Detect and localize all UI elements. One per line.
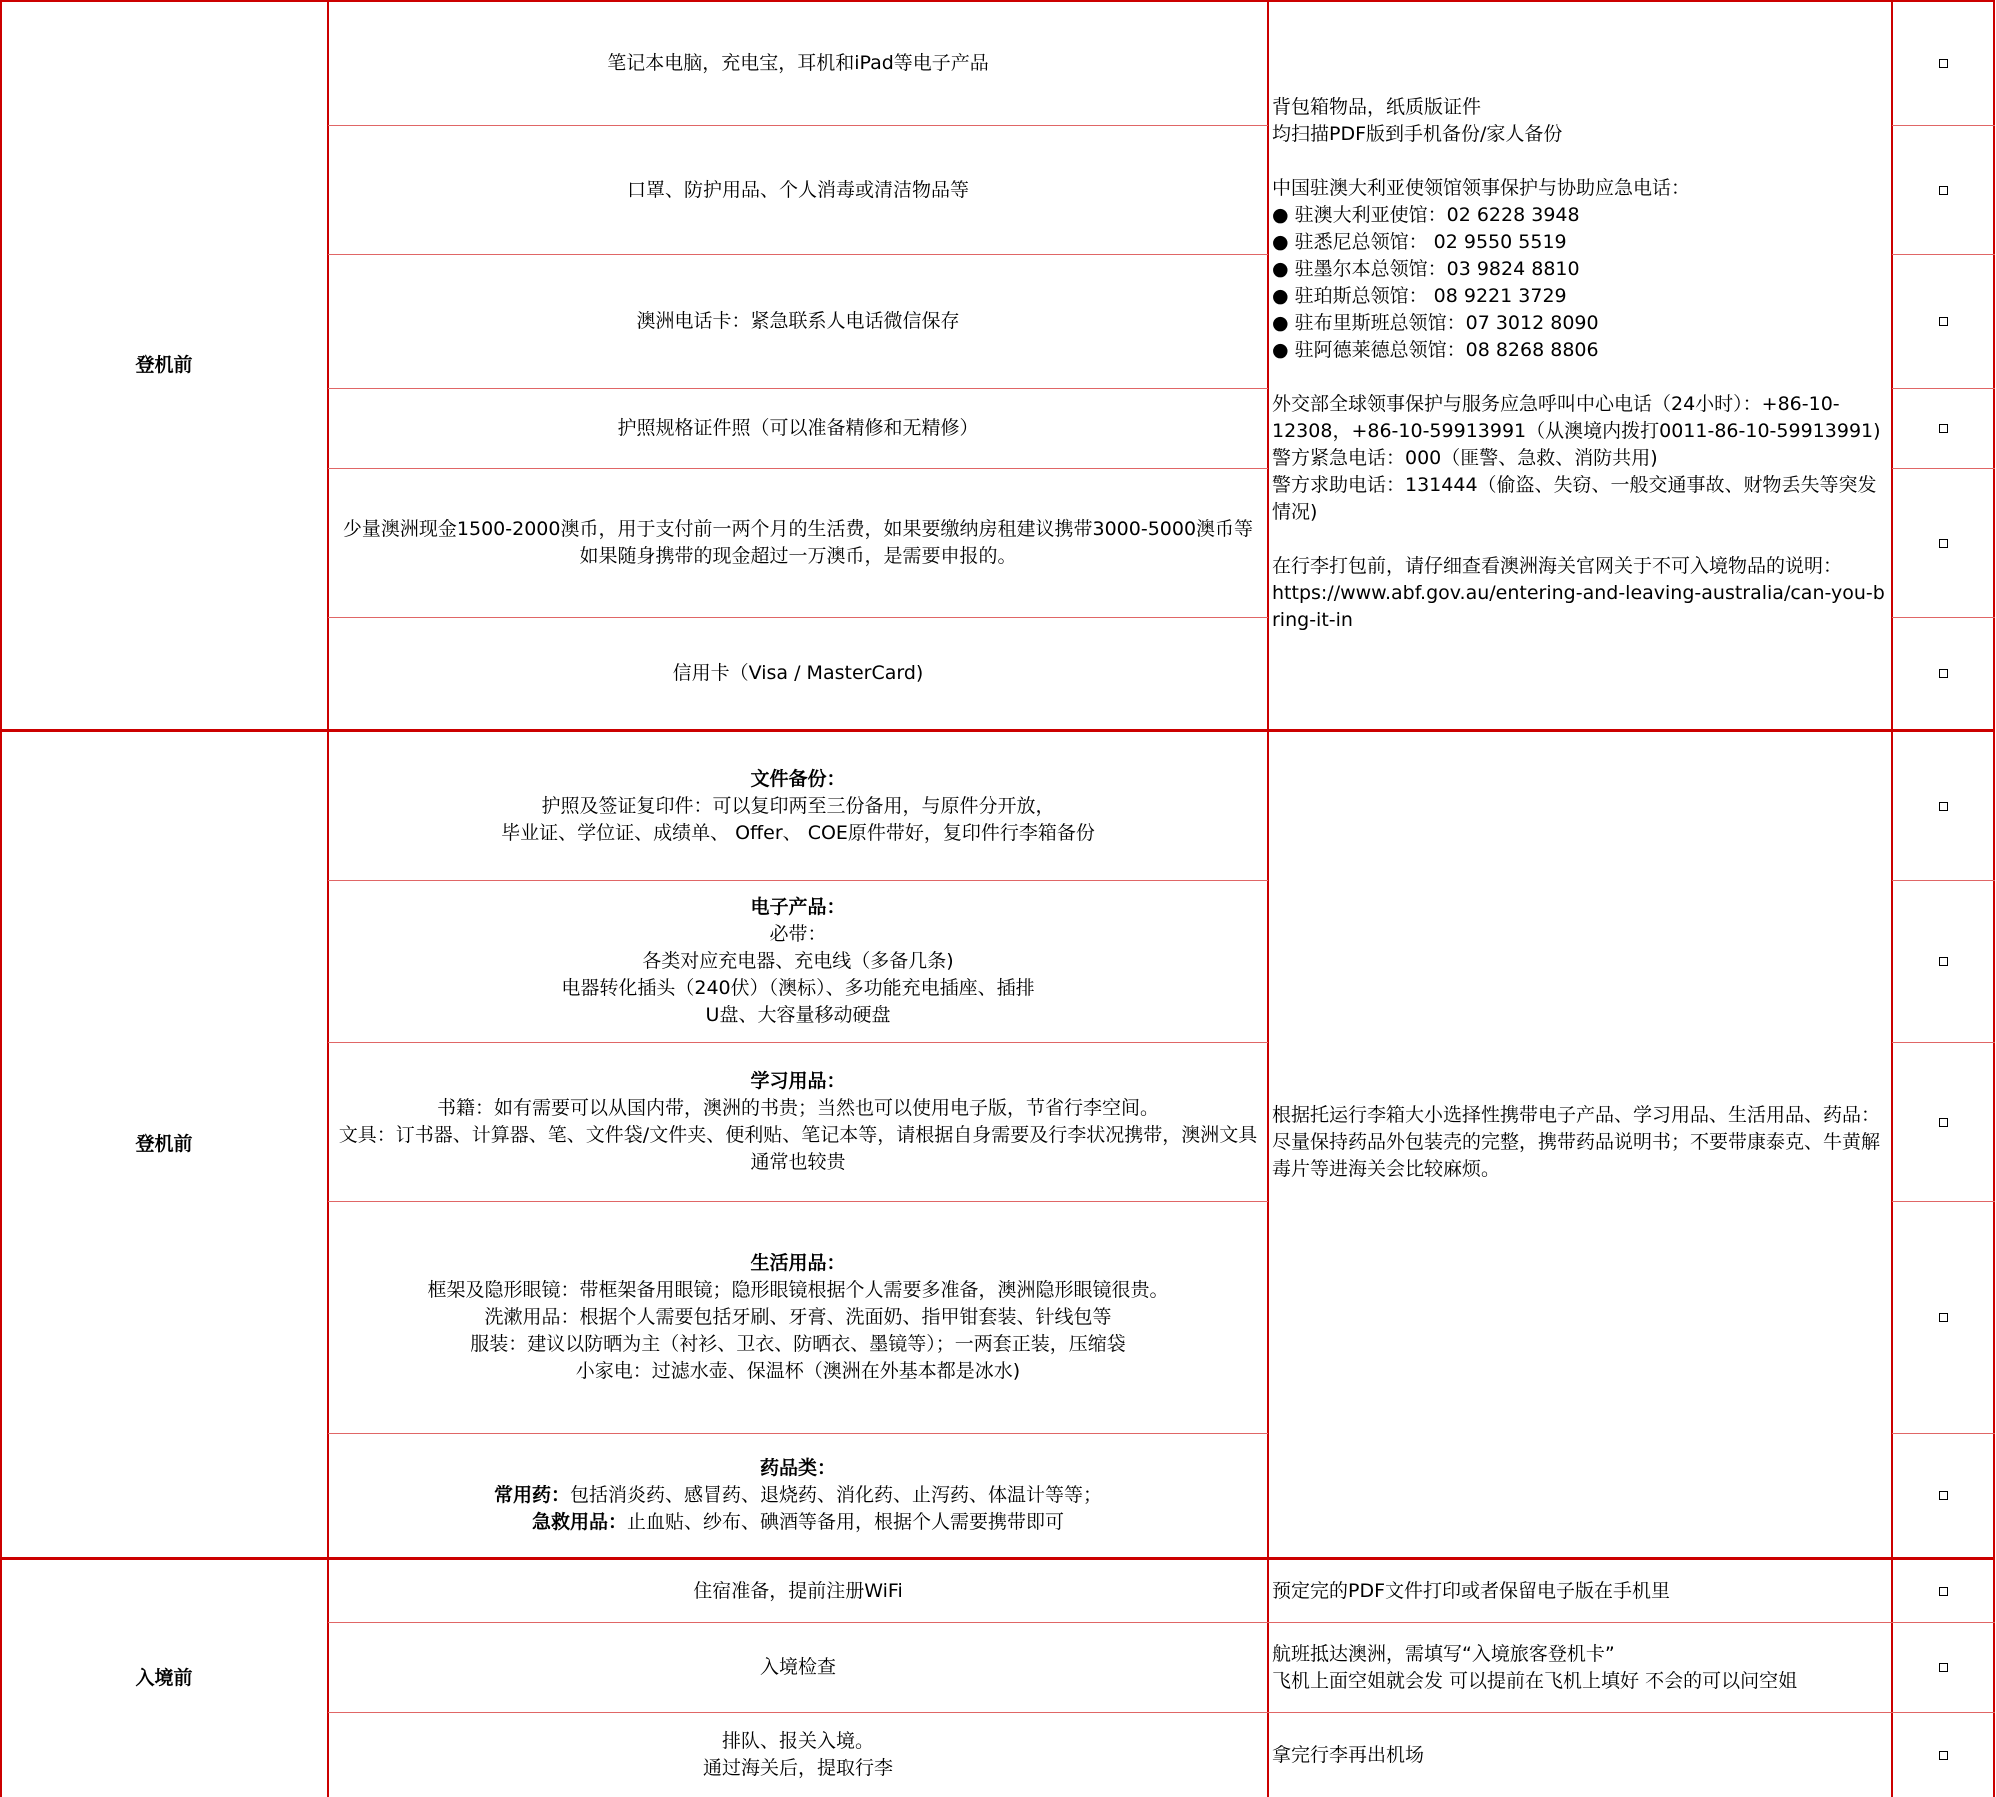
note-line: 飞机上面空姐就会发 可以提前在飞机上填好 不会的可以问空姐	[1272, 1669, 1798, 1692]
item-cell	[328, 1560, 1268, 1622]
item-text: 通过海关后，提取行李	[702, 1757, 893, 1779]
checkbox[interactable]	[1939, 802, 1948, 811]
stage-cell	[0, 1560, 328, 1797]
note-cell	[1268, 1623, 1892, 1712]
item-text: 笔记本电脑，充电宝，耳机和iPad等电子产品	[607, 52, 989, 74]
stage-cell	[0, 2, 328, 729]
checkbox[interactable]	[1939, 669, 1948, 678]
item-cell	[328, 1623, 1268, 1712]
item-cell	[328, 732, 1268, 880]
item-heading: 学习用品：	[750, 1070, 846, 1092]
item-heading: 药品类：	[759, 1457, 836, 1479]
checkbox[interactable]	[1939, 1751, 1948, 1760]
checkbox[interactable]	[1939, 59, 1948, 68]
item-heading: 文件备份：	[750, 767, 846, 790]
checkbox[interactable]	[1939, 1663, 1948, 1672]
note-line	[1272, 526, 1892, 553]
item-label: 常用药：	[493, 1484, 570, 1506]
item-text: 澳洲电话卡：紧急联系人电话微信保存	[636, 310, 960, 332]
note-cell	[1268, 94, 1892, 634]
item-text: 住宿准备，提前注册WiFi	[693, 1579, 903, 1602]
note-line: 在行李打包前，请仔细查看澳洲海关官网关于不可入境物品的说明：	[1272, 555, 1843, 577]
checkbox-cell	[1892, 389, 1995, 468]
item-text: 必带：	[769, 923, 827, 945]
note-line: ● 驻墨尔本总领馆：03 9824 8810	[1272, 258, 1580, 280]
checkbox[interactable]	[1939, 1313, 1948, 1322]
item-text: 电器转化插头（240伏）（澳标）、多功能充电插座、插排	[561, 977, 1035, 999]
note-line: https://www.abf.gov.au/entering-and-leaving-australia/can-you-bring-it-in	[1272, 582, 1885, 631]
stage-label: 登机前	[135, 1133, 193, 1155]
checkbox[interactable]	[1939, 1491, 1948, 1500]
note-line: 警方紧急电话：000（匪警、急救、消防共用)	[1272, 447, 1658, 469]
item-text: 口罩、防护用品、个人消毒或清洁物品等	[626, 178, 969, 201]
checkbox-cell	[1892, 1202, 1995, 1433]
note-line	[1272, 364, 1892, 391]
item-text: 文具：订书器、计算器、笔、文件袋/文件夹、便利贴、笔记本等，请根据自身需要及行李状况携带，澳洲文具	[338, 1124, 1258, 1146]
checkbox-cell	[1892, 2, 1995, 125]
checkbox-cell	[1892, 469, 1995, 617]
checkbox-cell	[1892, 1623, 1995, 1712]
item-heading: 电子产品：	[750, 896, 846, 918]
checkbox-cell	[1892, 126, 1995, 254]
checkbox[interactable]	[1939, 1587, 1948, 1596]
item-cell	[328, 255, 1268, 388]
note-cell	[1268, 1560, 1892, 1622]
checkbox[interactable]	[1939, 317, 1948, 326]
item-text: 各类对应充电器、充电线（多备几条)	[642, 950, 954, 972]
note-line: ● 驻布里斯班总领馆：07 3012 8090	[1272, 312, 1599, 334]
item-text: 毕业证、学位证、成绩单、 Offer、 COE原件带好，复印件行李箱备份	[501, 821, 1095, 844]
item-cell	[328, 881, 1268, 1042]
item-text	[494, 1482, 1102, 1509]
checkbox-cell	[1892, 1434, 1995, 1557]
note-line: ● 驻阿德莱德总领馆：08 8268 8806	[1272, 339, 1599, 361]
item-cell	[328, 2, 1268, 125]
stage-cell	[0, 732, 328, 1557]
item-cell	[328, 389, 1268, 468]
checkbox-cell	[1892, 1560, 1995, 1622]
item-text: 通常也较贵	[750, 1151, 846, 1173]
item-text: 洗漱用品：根据个人需要包括牙刷、牙膏、洗面奶、指甲钳套装、针线包等	[484, 1306, 1112, 1328]
item-label: 急救用品：	[531, 1511, 627, 1533]
item-text: 包括消炎药、感冒药、退烧药、消化药、止泻药、体温计等等；	[570, 1484, 1103, 1506]
checkbox-cell	[1892, 1043, 1995, 1201]
item-cell	[328, 618, 1268, 729]
item-text: 如果随身携带的现金超过一万澳币，是需要申报的。	[579, 545, 1017, 567]
note-cell	[1268, 1713, 1892, 1797]
note-line: ● 驻珀斯总领馆： 08 9221 3729	[1272, 285, 1567, 307]
note-line: 警方求助电话：131444（偷盗、失窃、一般交通事故、财物丢失等突发情况)	[1272, 474, 1877, 523]
item-text: 护照规格证件照（可以准备精修和无精修）	[617, 417, 979, 439]
note-line: 拿完行李再出机场	[1272, 1743, 1425, 1766]
note-line: 根据托运行李箱大小选择性携带电子产品、学习用品、生活用品、药品：	[1272, 1104, 1881, 1126]
item-cell	[328, 469, 1268, 617]
checkbox-cell	[1892, 881, 1995, 1042]
checkbox[interactable]	[1939, 186, 1948, 195]
item-text: 书籍：如有需要可以从国内带，澳洲的书贵；当然也可以使用电子版，节省行李空间。	[436, 1097, 1159, 1119]
note-line: 中国驻澳大利亚使领馆领事保护与协助应急电话：	[1272, 177, 1691, 199]
note-line: 外交部全球领事保护与服务应急呼叫中心电话（24小时）：+86-10-12308，+86-10-59913991（从澳境内拨打0011-86-10-59913991)	[1272, 393, 1881, 442]
note-cell	[1268, 1102, 1892, 1192]
item-text: 少量澳洲现金1500-2000澳币，用于支付前一两个月的生活费，如果要缴纳房租建议携带3000-5000澳币等	[342, 518, 1254, 540]
item-text	[532, 1509, 1064, 1536]
note-line: 尽量保持药品外包装壳的完整，携带药品说明书；不要带康泰克、牛黄解毒片等进海关会比较麻烦。	[1272, 1131, 1881, 1180]
checkbox-cell	[1892, 255, 1995, 388]
note-line	[1272, 148, 1892, 175]
note-line: 均扫描PDF版到手机备份/家人备份	[1272, 123, 1563, 145]
checkbox-cell	[1892, 618, 1995, 729]
note-line: ● 驻悉尼总领馆： 02 9550 5519	[1272, 231, 1567, 253]
item-cell	[328, 1434, 1268, 1557]
item-cell	[328, 1202, 1268, 1433]
item-text: U盘、大容量移动硬盘	[705, 1004, 891, 1026]
item-text: 框架及隐形眼镜：带框架备用眼镜；隐形眼镜根据个人需要多准备，澳洲隐形眼镜很贵。	[427, 1279, 1169, 1301]
checkbox-cell	[1892, 732, 1995, 880]
item-text: 信用卡（Visa / MasterCard)	[672, 662, 924, 684]
item-text: 护照及签证复印件：可以复印两至三份备用，与原件分开放，	[541, 794, 1055, 817]
item-cell	[328, 1043, 1268, 1201]
note-line: ● 驻澳大利亚使馆：02 6228 3948	[1272, 204, 1580, 226]
stage-label: 登机前	[135, 354, 193, 376]
item-heading: 生活用品：	[750, 1252, 846, 1274]
item-text: 小家电：过滤水壶、保温杯（澳洲在外基本都是冰水)	[575, 1360, 1021, 1382]
item-text: 排队、报关入境。	[721, 1730, 874, 1752]
checkbox[interactable]	[1939, 957, 1948, 966]
item-text: 止血贴、纱布、碘酒等备用，根据个人需要携带即可	[627, 1511, 1065, 1533]
checkbox[interactable]	[1939, 424, 1948, 433]
note-line: 航班抵达澳洲，需填写“入境旅客登机卡”	[1272, 1642, 1615, 1665]
note-line: 预定完的PDF文件打印或者保留电子版在手机里	[1272, 1579, 1671, 1602]
note-line: 背包箱物品，纸质版证件	[1272, 96, 1482, 118]
checkbox-cell	[1892, 1713, 1995, 1797]
checkbox[interactable]	[1939, 1118, 1948, 1127]
item-text: 入境检查	[759, 1656, 836, 1678]
item-cell	[328, 1713, 1268, 1797]
stage-label: 入境前	[135, 1667, 193, 1689]
checkbox[interactable]	[1939, 539, 1948, 548]
item-cell	[328, 126, 1268, 254]
item-text: 服装：建议以防晒为主（衬衫、卫衣、防晒衣、墨镜等）；一两套正装，压缩袋	[470, 1333, 1126, 1355]
